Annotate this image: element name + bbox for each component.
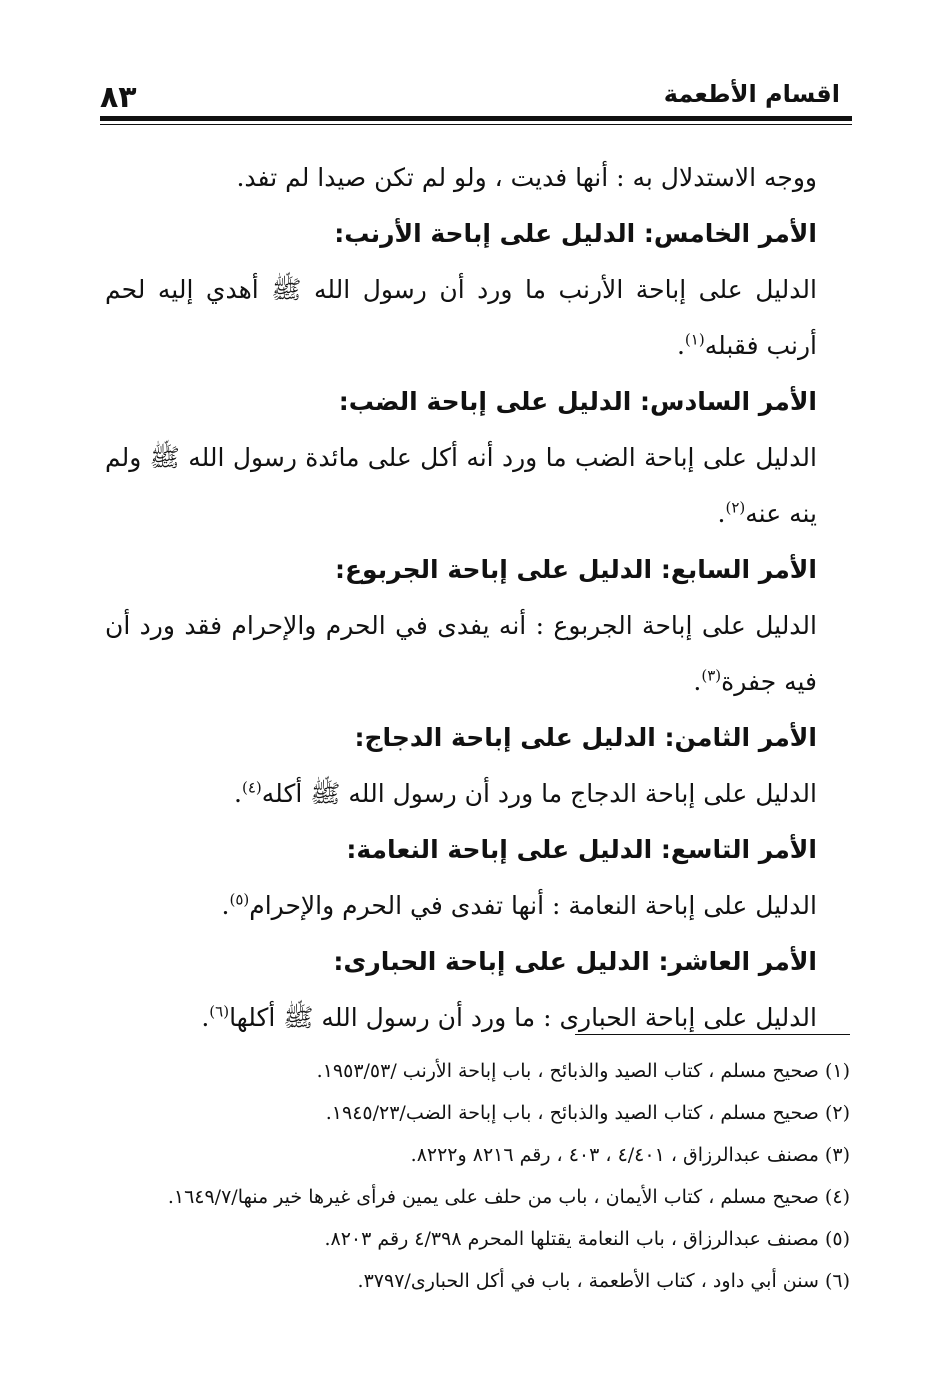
body-paragraph: [105, 430, 817, 542]
footnote-reference: (٤): [242, 778, 262, 797]
body-paragraph: [105, 262, 817, 374]
paragraph-text: الدليل على إباحة الدجاج ما ورد أن رسول الله ﷺ أكله: [261, 779, 817, 808]
sentence-end: .: [676, 331, 685, 360]
sentence-end: .: [234, 779, 242, 808]
footnote-1: (١) صحيح مسلم ، كتاب الصيد والذبائح ، باب إباحة الأرنب /١٩٥٣/٥٣.: [316, 1060, 850, 1082]
section-heading: [105, 934, 817, 990]
heading-text: الأمر التاسع: الدليل على إباحة النعامة:: [346, 835, 817, 864]
body-paragraph: [105, 878, 817, 934]
sentence-end: .: [693, 667, 702, 696]
sentence-end: .: [221, 891, 230, 920]
sentence-end: .: [717, 499, 726, 528]
header-rule-thick: [100, 116, 852, 121]
body-paragraph: [105, 990, 817, 1046]
section-heading: [105, 374, 817, 430]
paragraph-text: الدليل على إباحة الأرنب ما ورد أن رسول الله ﷺ أهدي إليه لحم أرنب فقبله: [105, 275, 817, 360]
body-paragraph: [105, 766, 817, 822]
page-header: [100, 70, 840, 120]
footnote-reference: (٥): [229, 890, 250, 909]
section-heading: [105, 822, 817, 878]
body-paragraph: [105, 150, 817, 206]
paragraph-text: الدليل على إباحة الحبارى : ما ورد أن رسول الله ﷺ أكلها: [229, 1003, 817, 1032]
heading-text: الأمر السادس: الدليل على إباحة الضب:: [338, 387, 817, 416]
section-heading: [105, 710, 817, 766]
footnote-reference: (٦): [209, 1002, 230, 1021]
heading-text: الأمر الثامن: الدليل على إباحة الدجاج:: [354, 723, 817, 752]
paragraph-text: الدليل على إباحة الجربوع : أنه يفدى في الحرم والإحرام فقد ورد أن فيه جفرة: [105, 611, 817, 696]
section-heading: [105, 542, 817, 598]
footnotes: [120, 1050, 850, 1302]
heading-text: الأمر السابع: الدليل على إباحة الجربوع:: [334, 555, 817, 584]
body-paragraph: [105, 598, 817, 710]
footnote-4: (٤) صحيح مسلم ، كتاب الأيمان ، باب من حلف على يمين فرأى غيرها خير منها/١٦٤٩/٧.: [167, 1186, 850, 1208]
page-number: ٨٣: [100, 80, 137, 115]
paragraph-text: الدليل على إباحة النعامة : أنها تفدى في الحرم والإحرام: [249, 891, 817, 920]
main-text: [105, 150, 817, 1046]
footnote-6: (٦) سنن أبي داود ، كتاب الأطعمة ، باب في أكل الحبارى/٣٧٩٧.: [357, 1270, 850, 1292]
heading-text: الأمر الخامس: الدليل على إباحة الأرنب:: [334, 219, 817, 248]
paragraph-text: الدليل على إباحة الضب ما ورد أنه أكل على مائدة رسول الله ﷺ ولم ينه عنه: [105, 443, 817, 528]
sentence-end: .: [201, 1003, 210, 1032]
paragraph-text: ووجه الاستدلال به : أنها فديت ، ولو لم تكن صيدا لم تفد.: [236, 163, 817, 192]
footnote-3: (٣) مصنف عبدالرزاق ، ٤/٤٠١ ، ٤٠٣ ، رقم ٨٢١٦ و٨٢٢٢.: [410, 1144, 850, 1166]
footnote-reference: (٣): [701, 666, 722, 685]
footnote-reference: (١): [684, 330, 705, 349]
footnote-separator: [575, 1034, 850, 1035]
header-rule-thin: [100, 124, 852, 125]
footnote-5: (٥) مصنف عبدالرزاق ، باب النعامة يقتلها المحرم ٤/٣٩٨ رقم ٨٢٠٣.: [324, 1228, 850, 1250]
running-title: اقسام الأطعمة: [663, 80, 840, 108]
section-heading: [105, 206, 817, 262]
heading-text: الأمر العاشر: الدليل على إباحة الحبارى:: [333, 947, 817, 976]
footnote-reference: (٢): [725, 498, 746, 517]
footnote-2: (٢) صحيح مسلم ، كتاب الصيد والذبائح ، باب إباحة الضب/١٩٤٥/٢٣.: [325, 1102, 850, 1124]
